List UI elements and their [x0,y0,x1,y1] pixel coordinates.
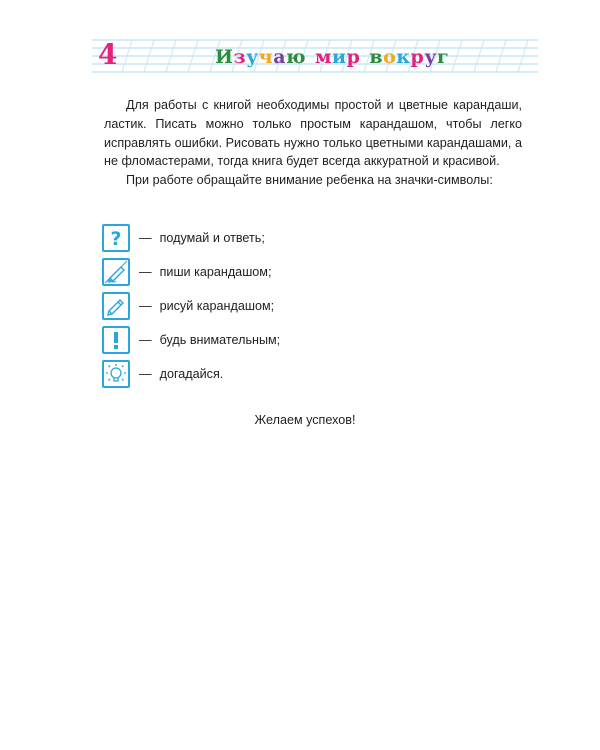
dash: — [139,333,152,347]
dash: — [139,265,152,279]
symbol-label: пиши карандашом; [159,265,272,279]
list-item [102,221,280,255]
dash: — [139,299,152,313]
lightbulb-icon [102,360,130,388]
intro-paragraph: При работе обращайте внимание ребенка на значки-символы: [126,173,493,188]
page-number: 4 [98,38,118,71]
title-letter [306,45,315,69]
title-letter: ю [286,46,306,68]
title-letter: з [233,46,247,68]
dash: — [139,367,152,381]
intro-paragraph: Для работы с книгой необходимы простой и цветные карандаши, ластик. Писать можно только простым карандашом, чтобы легко исправлять ошибки. Рисовать нужно только цветными карандашами, а не фломастерами, тогда книга будет всегда аккуратной и красивой. [104,98,522,169]
title-letter [360,45,369,69]
title-letter: у [246,46,259,68]
dash: — [139,231,152,245]
title-letter: р [410,46,425,68]
list-item [102,323,280,357]
page-title [215,45,449,69]
symbol-label: рисуй карандашом; [159,299,275,313]
title-letter: к [396,46,411,68]
title-letter: ч [258,46,274,68]
title-letter: в [369,46,384,68]
title-letter: у [424,46,437,68]
question-icon [102,224,130,252]
symbol-legend [102,221,280,391]
list-item [102,289,280,323]
symbol-label: подумай и ответь; [159,231,265,245]
list-item [102,357,280,391]
title-letter: р [346,46,361,68]
exclamation-icon [102,326,130,354]
list-item [102,255,280,289]
svg-text:?: ? [110,228,122,248]
title-letter: а [273,46,286,68]
closing-text: Желаем успехов! [254,413,356,427]
title-letter: о [383,46,397,68]
title-letter: И [215,46,234,68]
pencil-icon [102,292,130,320]
title-letter: м [314,46,332,68]
title-letter: и [332,46,347,68]
symbol-label: будь внимательным; [159,333,281,347]
title-letter: г [436,46,450,68]
intro-text [104,96,522,190]
pencil-writing-icon [102,258,130,286]
symbol-label: догадайся. [159,367,224,381]
